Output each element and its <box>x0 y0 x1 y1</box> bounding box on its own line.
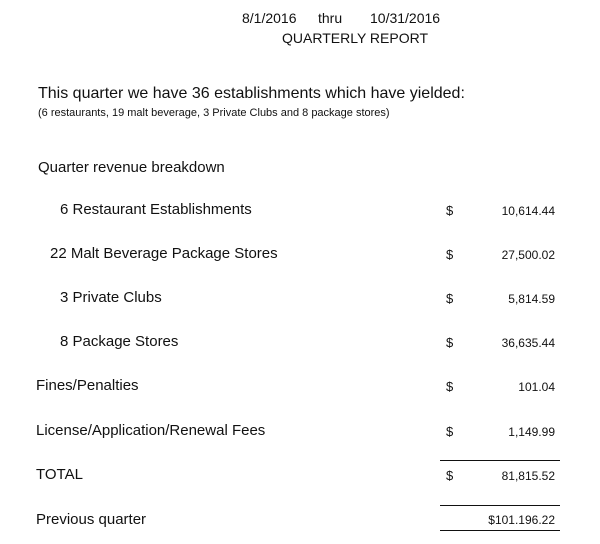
previous-label: Previous quarter <box>36 511 147 528</box>
total-rule <box>440 460 560 461</box>
row-amount-license-fees: 1,149.99 <box>508 425 555 439</box>
row-amount-fines: 101.04 <box>518 380 555 394</box>
total-amount: 81,815.52 <box>501 469 555 483</box>
intro-detail: (6 restaurants, 19 malt beverage, 3 Private Clubs and 8 package stores) <box>38 107 390 119</box>
intro-line: This quarter we have 36 establishments which have yielded: <box>38 85 465 102</box>
thru-label: thru <box>318 10 343 26</box>
total-label: TOTAL <box>36 466 83 483</box>
row-label-malt-beverage: 22 Malt Beverage Package Stores <box>50 245 278 262</box>
row-amount-restaurants: 10,614.44 <box>501 204 555 218</box>
total-currency: $ <box>446 468 454 483</box>
row-currency: $ <box>446 291 454 306</box>
row-currency: $ <box>446 424 454 439</box>
previous-rule-bottom <box>440 530 560 531</box>
row-amount-malt-beverage: 27,500.02 <box>501 248 555 262</box>
previous-rule-top <box>440 505 560 506</box>
row-label-fines: Fines/Penalties <box>36 377 139 394</box>
report-title: QUARTERLY REPORT <box>282 30 429 46</box>
row-label-license-fees: License/Application/Renewal Fees <box>36 422 266 439</box>
row-currency: $ <box>446 247 454 262</box>
breakdown-heading: Quarter revenue breakdown <box>38 159 225 176</box>
row-amount-private-clubs: 5,814.59 <box>508 292 555 306</box>
start-date: 8/1/2016 <box>242 10 297 26</box>
row-currency: $ <box>446 203 454 218</box>
row-amount-package-stores: 36,635.44 <box>501 336 555 350</box>
row-label-restaurants: 6 Restaurant Establishments <box>60 201 252 218</box>
previous-amount: $101.196.22 <box>488 513 555 527</box>
row-currency: $ <box>446 335 454 350</box>
row-label-package-stores: 8 Package Stores <box>60 333 179 350</box>
row-currency: $ <box>446 379 454 394</box>
end-date: 10/31/2016 <box>370 10 441 26</box>
row-label-private-clubs: 3 Private Clubs <box>60 289 162 306</box>
